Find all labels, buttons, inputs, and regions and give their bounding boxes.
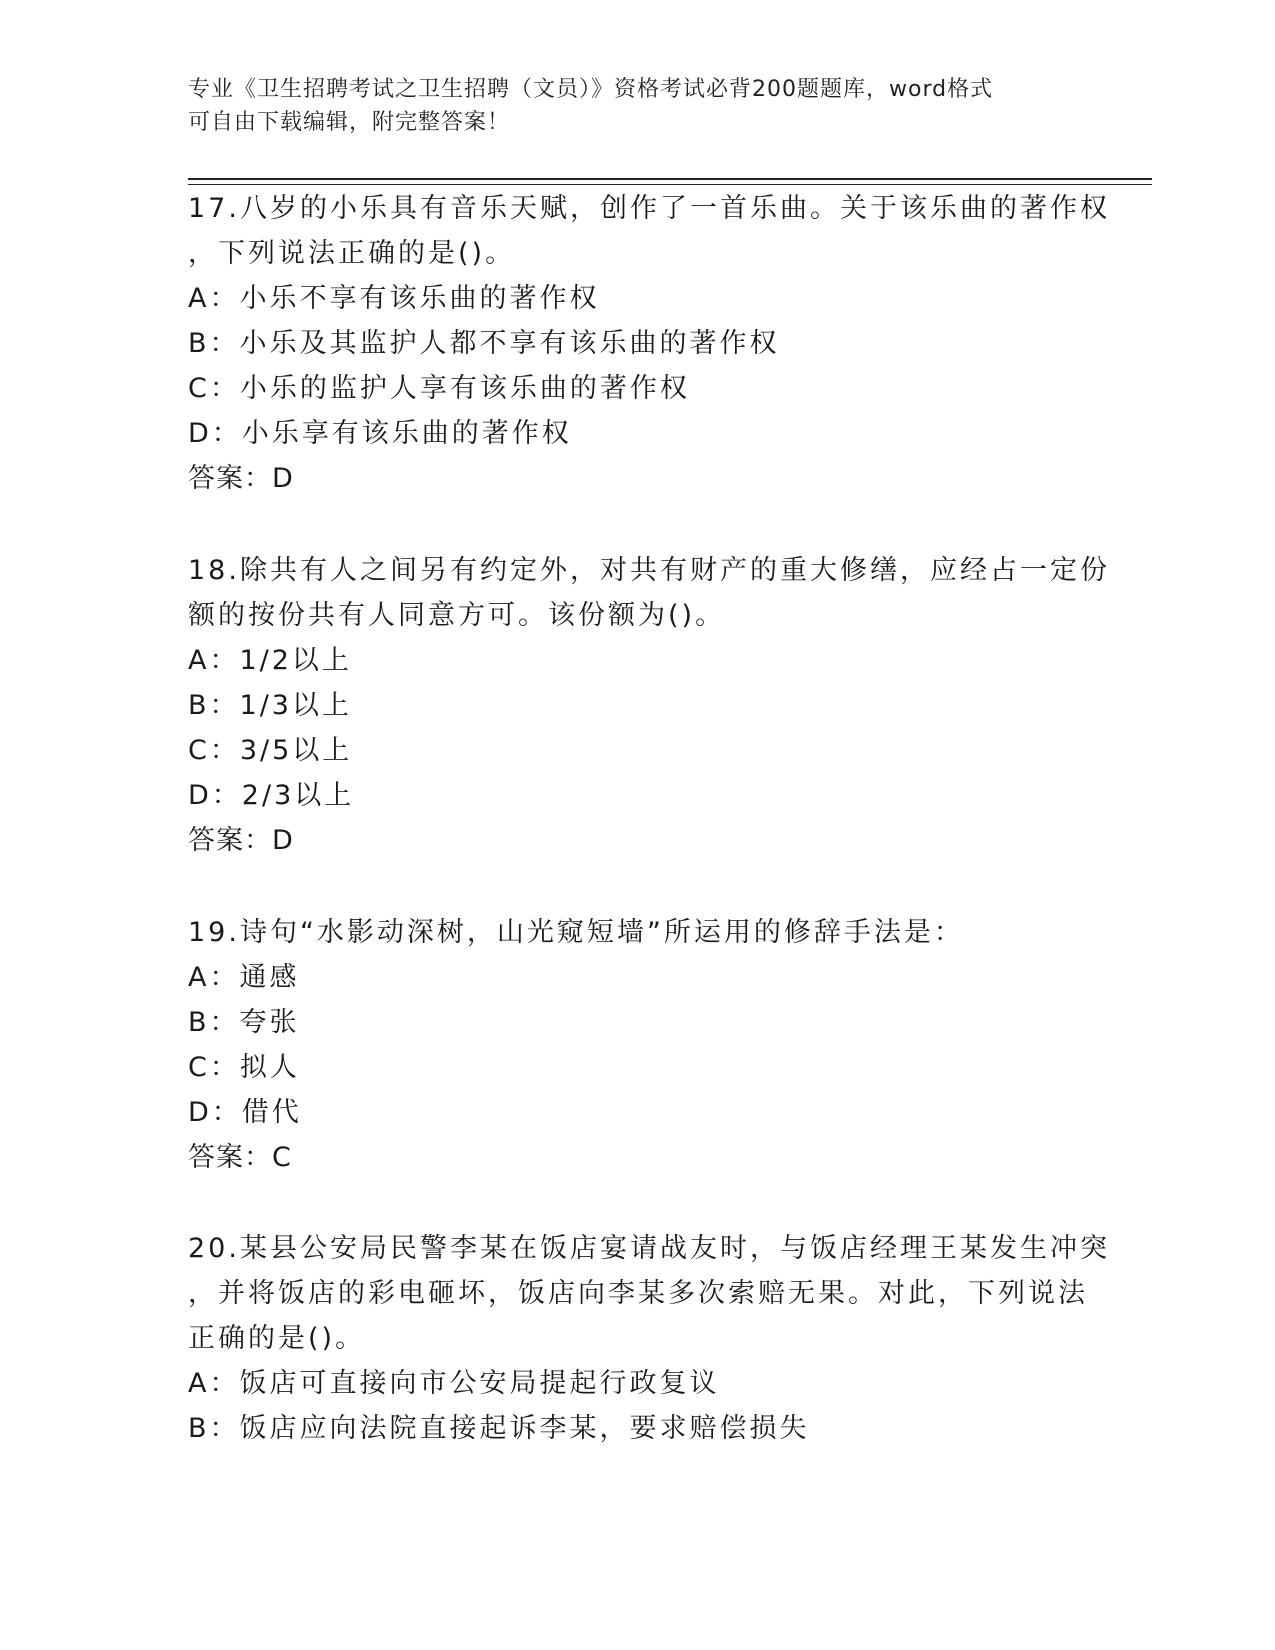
option-c: C：小乐的监护人享有该乐曲的著作权 (188, 373, 690, 404)
question-text-line: 19.诗句“水影动深树，山光窥短墙”所运用的修辞手法是： (188, 917, 964, 948)
question-19 (188, 910, 1088, 1180)
option-b: B：1/3以上 (188, 690, 352, 721)
question-text-line: ，下列说法正确的是()。 (188, 238, 516, 269)
document-header (188, 73, 1068, 139)
question-text-line: 20.某县公安局民警李某在饭店宴请战友时，与饭店经理王某发生冲突 (188, 1233, 1110, 1264)
option-c: C：拟人 (188, 1052, 300, 1083)
option-a: A：通感 (188, 962, 300, 993)
answer-line: 答案：C (188, 1142, 292, 1173)
header-line-1: 专业《卫生招聘考试之卫生招聘（文员）》资格考试必背200题题库，word格式 (188, 77, 994, 102)
question-text-line: ，并将饭店的彩电砸坏，饭店向李某多次索赔无果。对此，下列说法 (188, 1278, 1088, 1309)
option-a: A：小乐不享有该乐曲的著作权 (188, 283, 600, 314)
option-a: A：饭店可直接向市公安局提起行政复议 (188, 1368, 720, 1399)
question-text-line: 正确的是()。 (188, 1323, 366, 1354)
answer-line: 答案：D (188, 463, 294, 494)
question-18 (188, 548, 1110, 863)
question-text-line: 额的按份共有人同意方可。该份额为()。 (188, 600, 726, 631)
option-c: C：3/5以上 (188, 735, 353, 766)
option-a: A：1/2以上 (188, 645, 352, 676)
option-d: D：小乐享有该乐曲的著作权 (188, 418, 572, 449)
question-17 (188, 186, 1110, 501)
answer-line: 答案：D (188, 825, 294, 856)
option-d: D：借代 (188, 1097, 302, 1128)
header-rule-thin (188, 184, 1152, 185)
question-text-line: 17.八岁的小乐具有音乐天赋，创作了一首乐曲。关于该乐曲的著作权 (188, 193, 1110, 224)
option-b: B：小乐及其监护人都不享有该乐曲的著作权 (188, 328, 780, 359)
header-line-2: 可自由下载编辑，附完整答案！ (188, 110, 511, 135)
question-text-line: 18.除共有人之间另有约定外，对共有财产的重大修缮，应经占一定份 (188, 555, 1110, 586)
option-b: B：夸张 (188, 1007, 300, 1038)
option-b: B：饭店应向法院直接起诉李某，要求赔偿损失 (188, 1413, 810, 1444)
header-rule-thick (188, 178, 1152, 180)
option-d: D：2/3以上 (188, 780, 355, 811)
question-20 (188, 1226, 1110, 1451)
